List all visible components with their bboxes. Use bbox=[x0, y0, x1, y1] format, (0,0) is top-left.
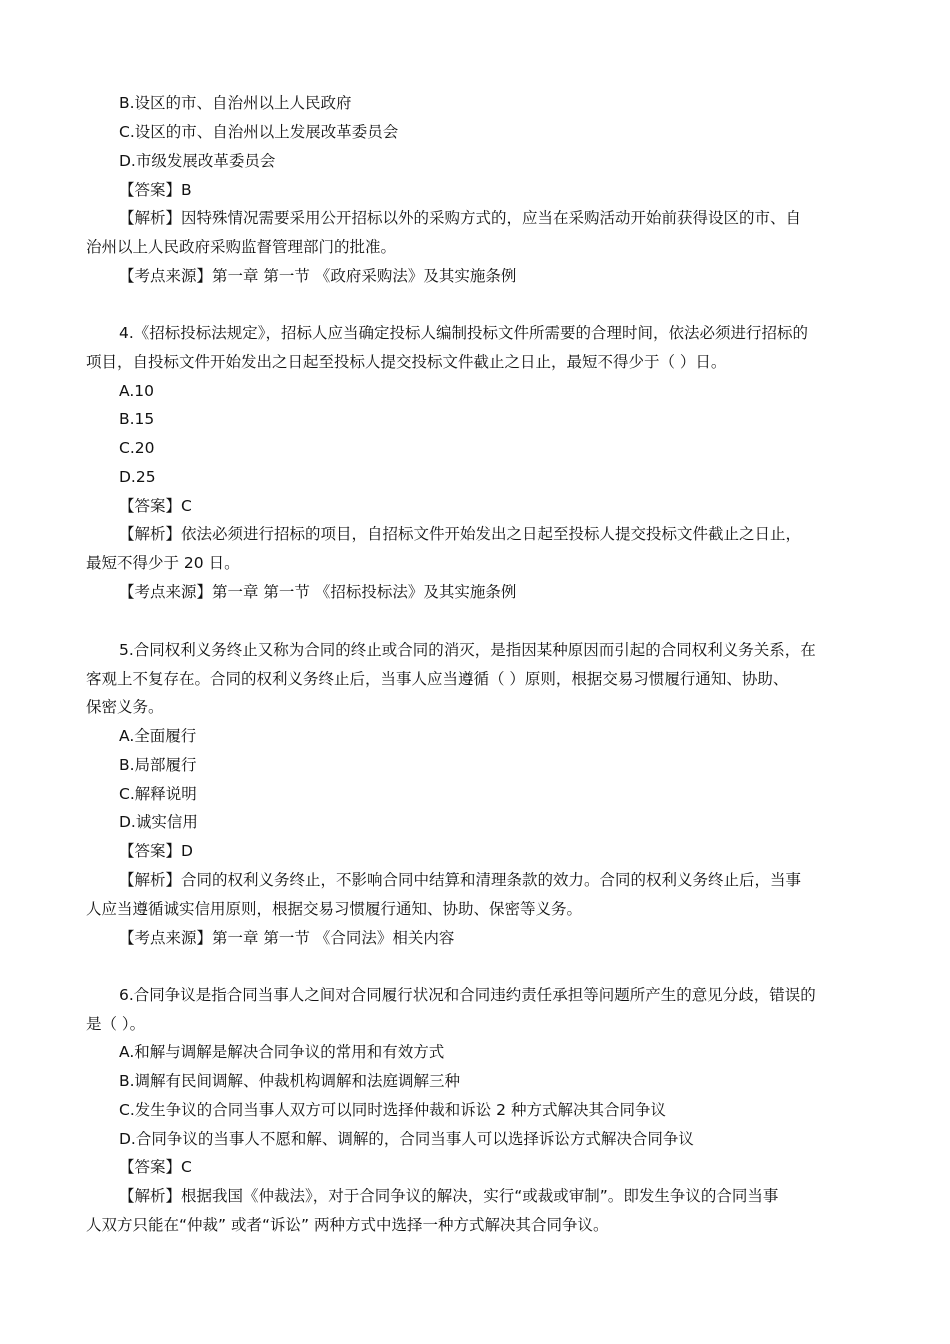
q6-answer: 【答案】C bbox=[119, 1158, 192, 1176]
q5-analysis-line-2: 人应当遵循诚实信用原则，根据交易习惯履行通知、协助、保密等义务。 bbox=[86, 900, 583, 918]
q4-option-c: C.20 bbox=[119, 439, 155, 457]
q6-stem-line-1: 6.合同争议是指合同当事人之间对合同履行状况和合同违约责任承担等问题所产生的意见分歧，错误的 bbox=[119, 986, 816, 1004]
q4-option-b: B.15 bbox=[119, 410, 155, 428]
q4-stem-line-1: 4.《招标投标法规定》，招标人应当确定投标人编制投标文件所需要的合理时间，依法必须进行招标的 bbox=[119, 324, 809, 342]
q4-answer: 【答案】C bbox=[119, 497, 192, 515]
q5-stem-line-1: 5.合同权利义务终止又称为合同的终止或合同的消灭，是指因某种原因而引起的合同权利义务关系，在 bbox=[119, 641, 816, 659]
q5-analysis-line-1: 【解析】合同的权利义务终止，不影响合同中结算和清理条款的效力。合同的权利义务终止后，当事 bbox=[119, 871, 802, 889]
q3-source: 【考点来源】第一章 第一节 《政府采购法》及其实施条例 bbox=[119, 267, 517, 285]
q6-option-a: A.和解与调解是解决合同争议的常用和有效方式 bbox=[119, 1043, 445, 1061]
q3-answer: 【答案】B bbox=[119, 181, 192, 199]
q3-analysis-line-2: 治州以上人民政府采购监督管理部门的批准。 bbox=[86, 238, 397, 256]
q3-analysis-line-1: 【解析】因特殊情况需要采用公开招标以外的采购方式的，应当在采购活动开始前获得设区的市、自 bbox=[119, 209, 802, 227]
q6-option-d: D.合同争议的当事人不愿和解、调解的，合同当事人可以选择诉讼方式解决合同争议 bbox=[119, 1130, 694, 1148]
q4-analysis-line-2: 最短不得少于 20 日。 bbox=[86, 554, 240, 572]
q4-analysis-line-1: 【解析】依法必须进行招标的项目，自招标文件开始发出之日起至投标人提交投标文件截止之日止， bbox=[119, 525, 802, 543]
q5-stem-line-3: 保密义务。 bbox=[86, 698, 164, 716]
q5-option-b: B.局部履行 bbox=[119, 756, 197, 774]
q3-option-b: B.设区的市、自治州以上人民政府 bbox=[119, 94, 352, 112]
q6-option-c: C.发生争议的合同当事人双方可以同时选择仲裁和诉讼 2 种方式解决其合同争议 bbox=[119, 1101, 666, 1119]
q5-answer: 【答案】D bbox=[119, 842, 193, 860]
q6-analysis-line-1: 【解析】根据我国《仲裁法》，对于合同争议的解决，实行“或裁或审制”。即发生争议的合同当事 bbox=[119, 1187, 779, 1205]
q6-option-b: B.调解有民间调解、仲裁机构调解和法庭调解三种 bbox=[119, 1072, 461, 1090]
q4-option-d: D.25 bbox=[119, 468, 156, 486]
q4-stem-line-2: 项目，自投标文件开始发出之日起至投标人提交投标文件截止之日止，最短不得少于（ ）日。 bbox=[86, 353, 727, 371]
q6-analysis-line-2: 人双方只能在“仲裁” 或者“诉讼” 两种方式中选择一种方式解决其合同争议。 bbox=[86, 1216, 609, 1234]
q5-source: 【考点来源】第一章 第一节 《合同法》相关内容 bbox=[119, 929, 455, 947]
q3-option-c: C.设区的市、自治州以上发展改革委员会 bbox=[119, 123, 399, 141]
q6-stem-line-2: 是（ ）。 bbox=[86, 1015, 146, 1033]
q4-option-a: A.10 bbox=[119, 382, 154, 400]
q5-option-c: C.解释说明 bbox=[119, 785, 197, 803]
q3-option-d: D.市级发展改革委员会 bbox=[119, 152, 276, 170]
q5-option-a: A.全面履行 bbox=[119, 727, 197, 745]
q5-stem-line-2: 客观上不复存在。合同的权利义务终止后，当事人应当遵循（ ）原则，根据交易习惯履行通知、协助、 bbox=[86, 670, 789, 688]
q5-option-d: D.诚实信用 bbox=[119, 813, 198, 831]
q4-source: 【考点来源】第一章 第一节 《招标投标法》及其实施条例 bbox=[119, 583, 517, 601]
